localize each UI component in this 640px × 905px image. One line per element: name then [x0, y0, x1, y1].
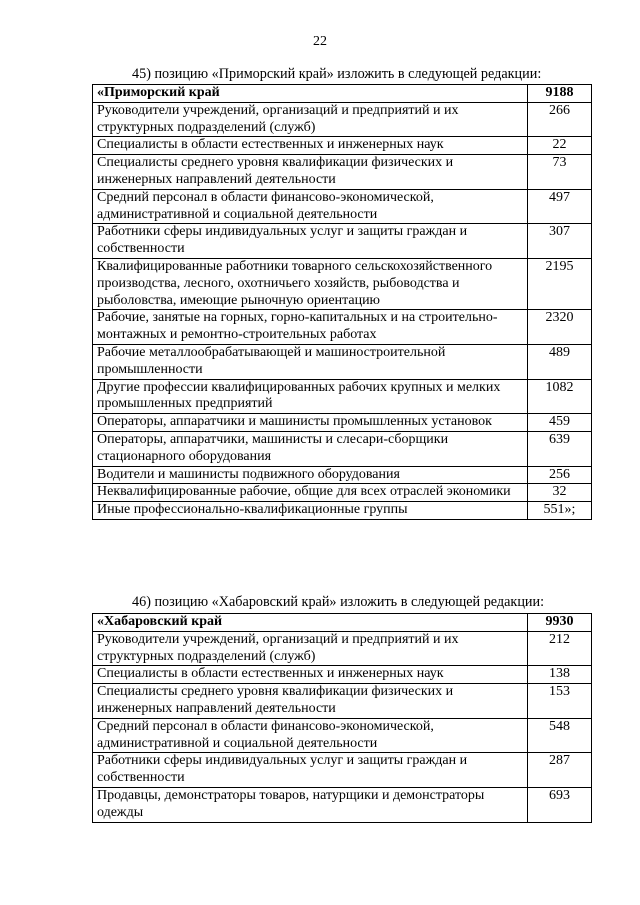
region-name: «Приморский край [93, 85, 528, 103]
occupation-group-label: Водители и машинисты подвижного оборудования [93, 466, 528, 484]
occupation-group-label: Рабочие металлообрабатывающей и машиностроительной промышленности [93, 344, 528, 379]
occupation-group-value: 489 [528, 344, 592, 379]
table-row [93, 379, 592, 414]
table-row [93, 753, 592, 788]
table-row [93, 258, 592, 309]
table-row [93, 684, 592, 719]
occupation-group-value: 287 [528, 753, 592, 788]
occupation-group-label: Средний персонал в области финансово-экономической, административной и социальной деятельности [93, 189, 528, 224]
occupation-group-label: Операторы, аппаратчики и машинисты промышленных установок [93, 414, 528, 432]
occupation-group-label: Специалисты среднего уровня квалификации физических и инженерных направлений деятельности [93, 155, 528, 190]
section-45-rows [93, 85, 592, 520]
region-total: 9188 [528, 85, 592, 103]
table-row [93, 137, 592, 155]
occupation-group-value: 138 [528, 666, 592, 684]
occupation-group-value: 2195 [528, 258, 592, 309]
table-row [93, 502, 592, 520]
occupation-group-label: Работники сферы индивидуальных услуг и защиты граждан и собственности [93, 224, 528, 259]
occupation-group-value: 22 [528, 137, 592, 155]
occupation-group-value: 73 [528, 155, 592, 190]
region-header-row [93, 85, 592, 103]
region-name: «Хабаровский край [93, 614, 528, 632]
occupation-group-value: 639 [528, 431, 592, 466]
occupation-group-value: 551»; [528, 502, 592, 520]
occupation-group-label: Специалисты в области естественных и инженерных наук [93, 666, 528, 684]
table-row [93, 310, 592, 345]
table-row [93, 102, 592, 137]
occupation-group-value: 459 [528, 414, 592, 432]
section-46-table [92, 613, 592, 823]
occupation-group-label: Другие профессии квалифицированных рабочих крупных и мелких промышленных предприятий [93, 379, 528, 414]
table-row [93, 155, 592, 190]
occupation-group-value: 212 [528, 631, 592, 666]
occupation-group-value: 548 [528, 718, 592, 753]
table-row [93, 466, 592, 484]
occupation-group-label: Руководители учреждений, организаций и предприятий и их структурных подразделений (служб) [93, 102, 528, 137]
table-row [93, 189, 592, 224]
table-row [93, 431, 592, 466]
occupation-group-label: Средний персонал в области финансово-экономической, административной и социальной деятельности [93, 718, 528, 753]
section-46-intro: 46) позицию «Хабаровский край» изложить в следующей редакции: [132, 594, 545, 610]
table-row [93, 224, 592, 259]
occupation-group-label: Специалисты среднего уровня квалификации физических и инженерных направлений деятельности [93, 684, 528, 719]
occupation-group-label: Продавцы, демонстраторы товаров, натурщики и демонстраторы одежды [93, 787, 528, 822]
occupation-group-value: 256 [528, 466, 592, 484]
occupation-group-value: 307 [528, 224, 592, 259]
occupation-group-label: Квалифицированные работники товарного сельскохозяйственного производства, лесного, охотничьего хозяйств, рыбоводства и рыболовства, имеющие рыночную ориентацию [93, 258, 528, 309]
table-row [93, 631, 592, 666]
occupation-group-value: 266 [528, 102, 592, 137]
occupation-group-label: Специалисты в области естественных и инженерных наук [93, 137, 528, 155]
region-header-row [93, 614, 592, 632]
occupation-group-value: 693 [528, 787, 592, 822]
table-row [93, 344, 592, 379]
occupation-group-label: Работники сферы индивидуальных услуг и защиты граждан и собственности [93, 753, 528, 788]
section-45-intro: 45) позицию «Приморский край» изложить в следующей редакции: [132, 66, 542, 82]
occupation-group-label: Рабочие, занятые на горных, горно-капитальных и на строительно-монтажных и ремонтно-строительных работах [93, 310, 528, 345]
table-row [93, 484, 592, 502]
section-45-table [92, 84, 592, 520]
occupation-group-label: Руководители учреждений, организаций и предприятий и их структурных подразделений (служб) [93, 631, 528, 666]
occupation-group-value: 497 [528, 189, 592, 224]
page-number: 22 [313, 34, 327, 49]
occupation-group-value: 1082 [528, 379, 592, 414]
table-row [93, 666, 592, 684]
table-row [93, 414, 592, 432]
table-row [93, 718, 592, 753]
region-total: 9930 [528, 614, 592, 632]
occupation-group-label: Операторы, аппаратчики, машинисты и слесари-сборщики стационарного оборудования [93, 431, 528, 466]
occupation-group-value: 153 [528, 684, 592, 719]
table-row [93, 787, 592, 822]
section-46-rows [93, 614, 592, 823]
occupation-group-label: Иные профессионально-квалификационные группы [93, 502, 528, 520]
occupation-group-value: 32 [528, 484, 592, 502]
occupation-group-value: 2320 [528, 310, 592, 345]
occupation-group-label: Неквалифицированные рабочие, общие для всех отраслей экономики [93, 484, 528, 502]
